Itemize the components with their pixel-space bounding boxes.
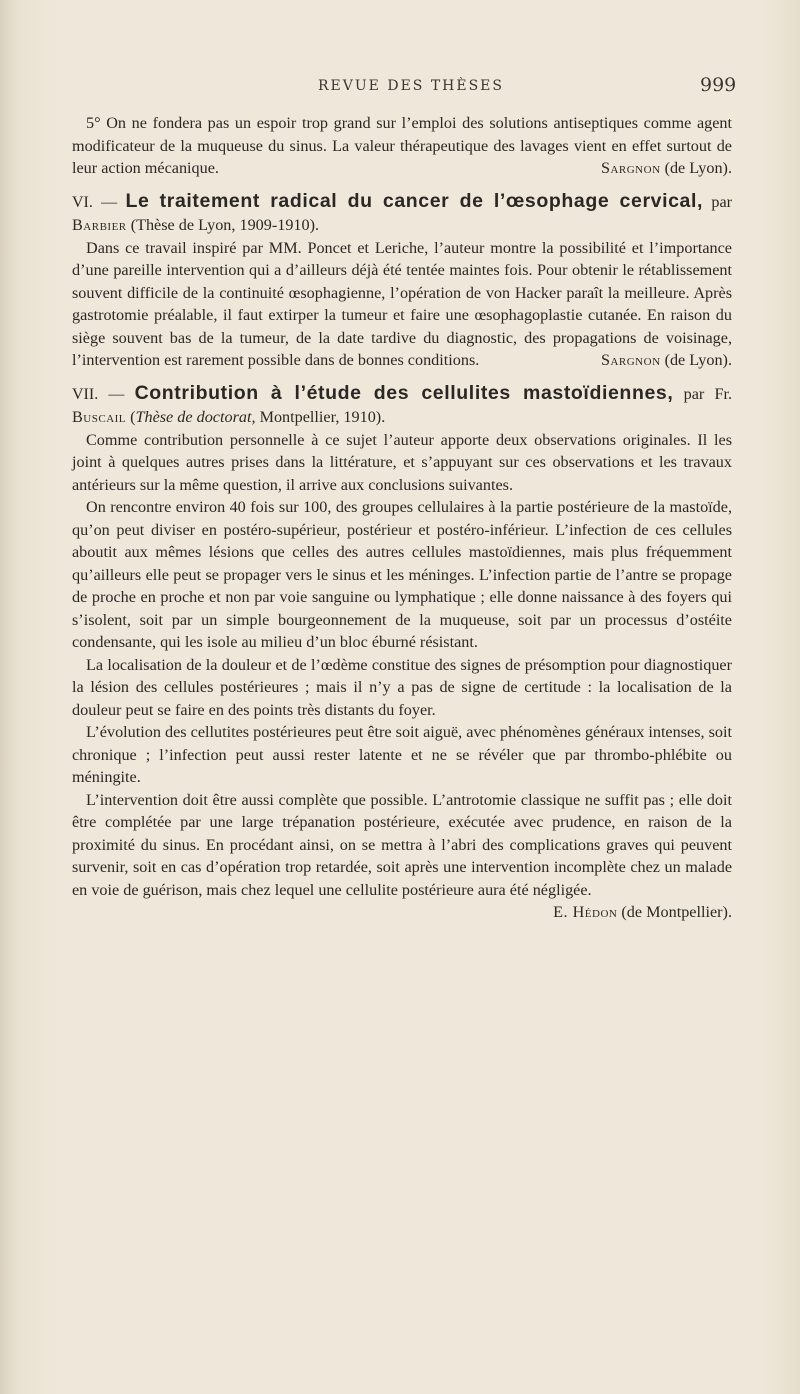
signature-name: Sargnon xyxy=(600,159,661,177)
section-vi-byline-pre: par xyxy=(711,192,733,211)
section-vii-numeral: VII. — xyxy=(72,385,125,403)
section-vii-byline-pre: par Fr. xyxy=(683,384,733,403)
section-vii xyxy=(72,382,732,924)
section-vii-heading xyxy=(72,382,732,429)
section-vi-byline-post: (Thèse de Lyon, 1909-1910). xyxy=(130,216,320,234)
section-vii-byline-open: ( xyxy=(130,408,136,426)
signature-place: (de Lyon). xyxy=(664,159,732,177)
signature-place: (de Montpellier). xyxy=(621,903,732,921)
section-vii-paragraph: On rencontre environ 40 fois sur 100, des groupes cellulaires à la partie postérieure de la mastoïde, qu’on peut diviser en postéro-supérieur, postérieur et postéro-inférieur. L’infection de ces cellules aboutit aux mêmes lésions que celles des autres cellules mastoïdiennes, mais plus fréquemment qu’ailleurs elle peut se propager vers le sinus et les méninges. L’infection partie de l’antre se propage de proche en proche et non par voie sanguine ou lymphatique ; elle donne naissance à des foyers qui s’isolent, soit par un simple bourgeonnement de la muqueuse, soit par un processus d’ostéite condensante, qui les isole au milieu d’un bloc éburné résistant. xyxy=(72,498,732,651)
section-vii-byline-post: Montpellier, 1910). xyxy=(259,408,386,426)
signature-name: E. Hédon xyxy=(553,903,618,921)
section-vii-text: L’intervention doit être aussi complète que possible. L’antrotomie classique ne suffit pas ; elle doit être complétée par une large trépanation postérieure, exécutée avec prudence, en raison de la proximité du sinus. En procédant ainsi, on se mettra à l’abri des complications graves qui peuvent survenir, soit en cas d’opération trop retardée, soit après une intervention incomplète chez un malade en voie de guérison, mais chez lequel une cellulite postérieure aura été négligée. xyxy=(72,790,732,899)
section-vi-numeral: VI. — xyxy=(72,193,118,211)
section-vii-paragraph: Comme contribution personnelle à ce sujet l’auteur apporte deux observations originales. Il les joint à quelques autres prises dans la littérature, et s’appuyant sur ces observations et les travaux antérieurs sur la même question, il arrive aux conclusions suivantes. xyxy=(72,430,732,494)
section-vii-author: Buscail xyxy=(72,408,127,426)
article-body xyxy=(72,112,732,924)
section-vi-author: Barbier xyxy=(72,216,127,234)
running-header xyxy=(0,74,800,98)
running-title: REVUE DES THÈSES xyxy=(318,78,504,94)
signature-name: Sargnon xyxy=(600,351,661,369)
section-vi-heading xyxy=(72,190,732,237)
item-5-paragraph xyxy=(72,112,732,180)
section-vii-title: Contribution à l’étude des cellulites mastoïdiennes, xyxy=(134,381,674,404)
page-number: 999 xyxy=(700,74,737,96)
section-vii-byline-italic: Thèse de doctorat, xyxy=(135,408,256,426)
section-vi-text: Dans ce travail inspiré par MM. Poncet et Leriche, l’auteur montre la possibilité et l’importance d’une pareille intervention qui a d’ailleurs déjà été tentée maintes fois. Pour obtenir le rétablissement souvent difficile de la continuité œsophagienne, l’opération de von Hacker paraît la meilleure. Après gastrotomie préalable, il faut extirper la tumeur et faire une œsophagoplastie cutanée. En raison du siège souvent bas de la tumeur, de la date tardive du diagnostic, des propagations de voisinage, l’intervention est rarement possible dans de bonnes conditions. xyxy=(72,238,732,369)
section-vii-last-paragraph xyxy=(72,789,732,924)
section-vii-signature xyxy=(539,901,732,924)
item-5-text: 5° On ne fondera pas un espoir trop grand sur l’emploi des solutions antiseptiques comme agent modificateur de la muqueuse du sinus. La valeur thérapeutique des lavages vient en effet surtout de leur action mécanique. xyxy=(72,114,732,177)
item-5-signature xyxy=(587,157,732,180)
signature-place: (de Lyon). xyxy=(664,351,732,369)
section-vii-paragraph: L’évolution des cellutites postérieures peut être soit aiguë, avec phénomènes généraux intenses, soit chronique ; l’infection peut aussi rester latente et ne se révéler que par thrombo-phlébite ou méningite. xyxy=(72,723,732,786)
section-vi xyxy=(72,190,732,372)
section-vi-title: Le traitement radical du cancer de l’œsophage cervical, xyxy=(125,189,704,212)
section-vii-paragraph: La localisation de la douleur et de l’œdème constitue des signes de présomption pour diagnostiquer la lésion des cellules postérieures ; mais il n’y a pas de signe de certitude : la localisation de la douleur peut se faire en des points très distants du foyer. xyxy=(72,655,732,719)
section-vi-paragraph xyxy=(72,237,732,372)
section-vi-signature xyxy=(587,349,732,372)
